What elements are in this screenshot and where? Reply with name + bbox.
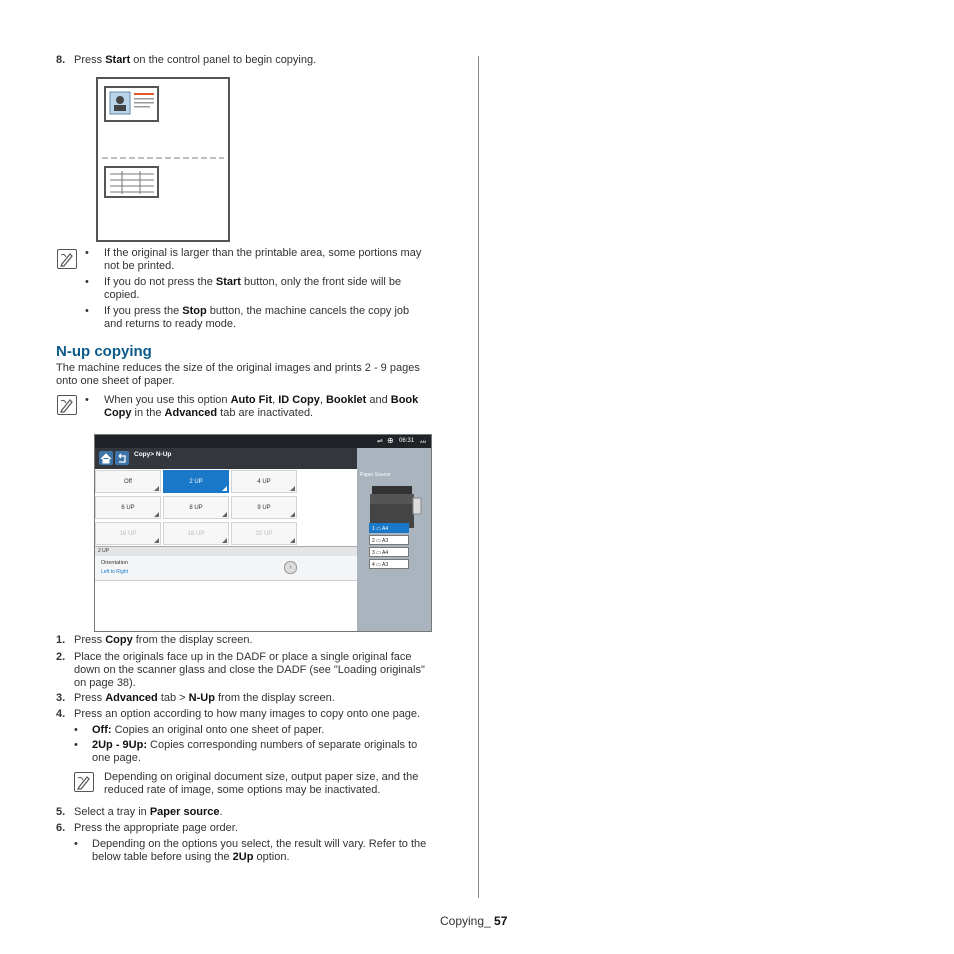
bullet: • bbox=[85, 305, 89, 317]
step-number: 5. bbox=[56, 806, 66, 818]
step-6-text: Press the appropriate page order. bbox=[74, 822, 238, 834]
step-number: 6. bbox=[56, 822, 66, 834]
usb-icon: ⇌ bbox=[377, 438, 383, 445]
tray-1[interactable]: 1 ▭ A4 bbox=[369, 523, 409, 533]
note-item: If you press the Stop button, the machine cancels the copy job and returns to ready mode. bbox=[104, 305, 410, 330]
step-6-bullet: Depending on the options you select, the result will vary. Refer to the below table before using the 2Up option. bbox=[92, 838, 427, 863]
screen-title: Copy> N-Up bbox=[134, 451, 172, 458]
globe-icon: ⊕ bbox=[387, 436, 394, 445]
option-button-2up[interactable]: 2 UP bbox=[163, 470, 229, 493]
step-number: 4. bbox=[56, 708, 66, 720]
note-item: If the original is larger than the printable area, some portions may not be printed. bbox=[104, 247, 422, 272]
tray-2[interactable]: 2 ▭ A3 bbox=[369, 535, 409, 545]
note-item: If you do not press the Start button, only the front side will be copied. bbox=[104, 276, 402, 301]
bullet: • bbox=[74, 838, 78, 850]
tray-3[interactable]: 3 ▭ A4 bbox=[369, 547, 409, 557]
column-divider bbox=[478, 56, 479, 898]
step-1-text: Press Copy from the display screen. bbox=[74, 634, 253, 646]
tray-4[interactable]: 4 ▭ A3 bbox=[369, 559, 409, 569]
title-bar bbox=[95, 448, 357, 469]
step-4-text: Press an option according to how many images to copy onto one page. bbox=[74, 708, 421, 720]
status-bar bbox=[95, 435, 431, 448]
bullet: • bbox=[85, 276, 89, 288]
nup-screen bbox=[94, 434, 432, 632]
option-button-off[interactable]: Off bbox=[95, 470, 161, 493]
bullet: • bbox=[85, 394, 89, 406]
note-item: When you use this option Auto Fit, ID Copy, Booklet and Book Copy in the Advanced tab are inactivated. bbox=[104, 394, 419, 419]
step-number: 8. bbox=[56, 54, 66, 66]
page-footer: Copying_ 57 bbox=[440, 914, 508, 928]
orientation-value: Left to Right bbox=[101, 569, 128, 575]
step-number: 2. bbox=[56, 651, 66, 663]
chevron-right-icon[interactable]: › bbox=[284, 561, 297, 574]
option-button-8up[interactable]: 8 UP bbox=[163, 496, 229, 519]
bullet: • bbox=[74, 724, 78, 736]
note-icon bbox=[57, 249, 77, 269]
step-2-text: Place the originals face up in the DADF or place a single original face down on the scanner glass and close the DADF (see "Loading originals" on page 38). bbox=[74, 651, 425, 689]
step-3-text: Press Advanced tab > N-Up from the display screen. bbox=[74, 692, 335, 704]
step-number: 1. bbox=[56, 634, 66, 646]
back-button[interactable] bbox=[115, 451, 129, 465]
printer-icon bbox=[367, 482, 427, 528]
section-intro: The machine reduces the size of the original images and prints 2 - 9 pages onto one sheet of paper. bbox=[56, 362, 420, 387]
bullet: • bbox=[74, 739, 78, 751]
nup-output-illustration bbox=[96, 77, 230, 242]
selected-option-bar bbox=[95, 546, 357, 556]
paper-source-label: Paper Source bbox=[360, 472, 391, 478]
option-button-4up[interactable]: 4 UP bbox=[231, 470, 297, 493]
clock-time: 06:31 bbox=[399, 438, 415, 444]
note-icon bbox=[74, 772, 94, 792]
home-button[interactable] bbox=[99, 451, 113, 465]
step-number: 3. bbox=[56, 692, 66, 704]
orientation-row[interactable] bbox=[95, 556, 357, 581]
orientation-label: Orientation bbox=[101, 560, 128, 566]
option-button-32up[interactable]: 32 UP bbox=[231, 522, 297, 545]
option-button-18up[interactable]: 18 UP bbox=[163, 522, 229, 545]
note-icon bbox=[57, 395, 77, 415]
note-text: Depending on original document size, output paper size, and the reduced rate of image, some options may be inactivated. bbox=[104, 771, 419, 796]
option-button-9up[interactable]: 9 UP bbox=[231, 496, 297, 519]
step-4-bullet: 2Up - 9Up: Copies corresponding numbers of separate originals to one page. bbox=[92, 739, 418, 764]
bullet: • bbox=[85, 247, 89, 259]
selected-option-label: 2 UP bbox=[98, 548, 110, 554]
option-button-16up[interactable]: 16 UP bbox=[95, 522, 161, 545]
step-5-text: Select a tray in Paper source. bbox=[74, 806, 223, 818]
step-4-bullet: Off: Copies an original onto one sheet of paper. bbox=[92, 724, 325, 736]
clock-ampm: AM bbox=[420, 439, 426, 444]
step-8-text: Press Start on the control panel to begin copying. bbox=[74, 54, 317, 66]
section-title: N-up copying bbox=[56, 343, 152, 360]
option-button-6up[interactable]: 6 UP bbox=[95, 496, 161, 519]
